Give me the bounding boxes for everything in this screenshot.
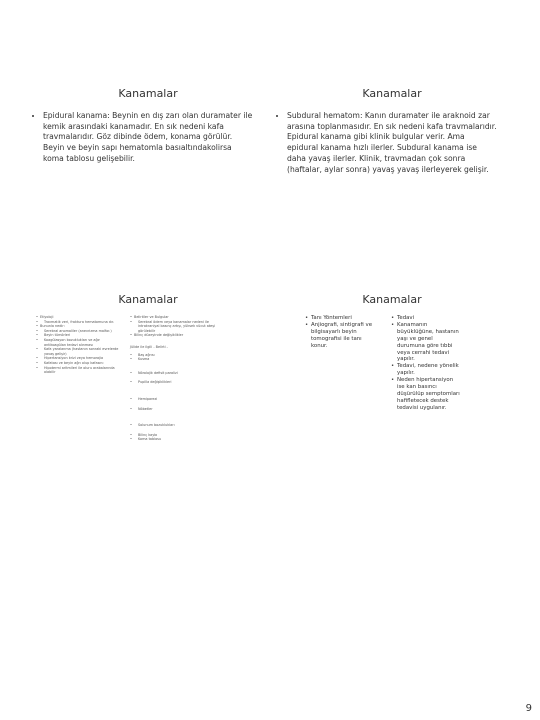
right-column [391,315,461,412]
list-item: • Bilinç kaybı [134,433,219,438]
left-column [35,315,119,375]
list-item: • Bilinç düzeyinde değişiklikler [134,333,219,338]
list-item: • Serebral ödem veya kanamalar nedeni ile intrakraniyal basınç artışı, yüksek vücut ateşi görülebilir [134,320,219,334]
slide-body [35,111,253,165]
slide-1 [33,80,263,310]
list-item: • Beyin tümörleri [40,333,119,338]
list-item: • Neden hipertansiyon ise kan basıncı düşürülüp semptomları hafifletecek destek tedavisi uygulanır. [397,377,461,412]
list-item: • Kusma [134,357,219,362]
bullet: • Subdural hematom: Kanın duramater ile araknoid zar arasına toplanmasıdır. En sık nedeni kafa travmalarıdır. Epidural kanama gibi klinik bulgular verir. Ama epidural kanama hızlı ilerler. Subdural kanama ise daha yavaş ilerler. Klinik, travmadan çok sonra (haftalar, aylar sonra) yavaş yavaş ilerleyerek gelişir. [287,111,497,175]
list-item: • Nöbetler [134,407,219,412]
list-item: • Bununla nedir: [40,324,119,329]
list-item: • Kanamanın büyüklüğüne, hastanın yaşı ve genel durumuna göre tıbbi veya cerrahi tedavi yapılır. [397,322,461,363]
bullet: • Epidural kanama: Beynin en dış zarı olan duramater ile kemik arasındaki kanamadır. En sık nedeni kafa travmalarıdır. Göz dibinde ödem, konama görülür. Beyin ve beyin sapı hematomla basıaltındakolirsa koma tablosu gelişebilir. [43,111,253,165]
slide-title: Kanamalar [362,293,422,306]
list-item: • Tedavi [397,315,461,322]
list-item: • Tedavi, nedene yönelik yapılır. [397,363,461,377]
slide-4 [277,287,507,517]
list-item: • Koagülasyon bozuklukları ve ağır antikoagülan tedavi alınması [40,338,119,347]
list-item: • Kafa yaralanma (hastanın sonraki evrelerde yavaş gelişir) [40,347,119,356]
list-item: • Tanı Yöntemleri [311,315,375,322]
list-item: • Solunum bozuklukları [134,423,219,428]
list-item: • Travmatik veri, fraktura hematomuna dır. [40,320,119,325]
slide-3 [33,287,263,517]
page-number: 9 [525,703,532,714]
list-item: • Kafatası ve beyin ağrı olup kafasını [40,361,119,366]
list-item: • Anjiografi, sintigrafi ve bilgisayarlı beyin tomografisi ile tanı konur. [311,322,375,350]
list-item: • Hipotermi aritmileri ile oluru arabalarında olabilir [40,366,119,375]
list-heading: Jülide ile ilgili - Belirti - [130,344,168,349]
list-item: • Hipertansiyon krizi veya hemorajia [40,356,119,361]
left-column [305,315,375,350]
slide-title: Kanamalar [118,293,178,306]
right-column [129,315,219,442]
slide-body [279,111,497,175]
list-item: • Hemiparezi [134,397,219,402]
slide-2 [277,80,507,310]
slide-title: Kanamalar [118,87,178,100]
list-item: • Serebral anomaliler (anevrizma malfor.) [40,329,119,334]
slide-title: Kanamalar [362,87,422,100]
list-item: • Nörolojik defisit paralizi [134,371,219,376]
list-item: • Etiyoloji [40,315,119,320]
list-item: • Koma tablosu [134,437,219,442]
list-item: • Baş ağrısı [134,353,219,358]
list-item: • Belirtiler ve Bulgular [134,315,219,320]
list-item: • Pupilla değişiklikleri [134,380,219,385]
